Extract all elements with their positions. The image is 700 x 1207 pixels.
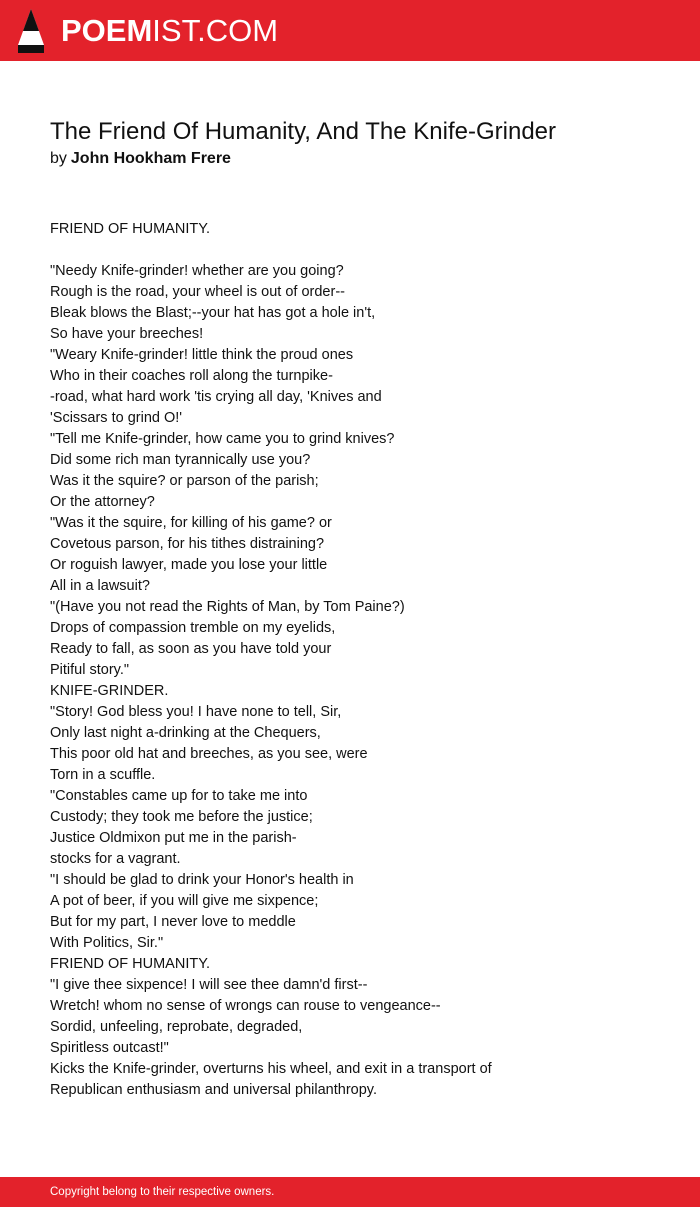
- poem-line: Justice Oldmixon put me in the parish-: [50, 830, 297, 846]
- poem-line: Only last night a-drinking at the Chequers,: [50, 725, 321, 741]
- poem-line: Ready to fall, as soon as you have told your: [50, 641, 332, 657]
- poem-line: "Was it the squire, for killing of his game? or: [50, 515, 332, 531]
- poem-line: Did some rich man tyrannically use you?: [50, 452, 311, 468]
- poem-line: KNIFE-GRINDER.: [50, 683, 169, 699]
- poem-line: Torn in a scuffle.: [50, 767, 156, 783]
- poem-line: Rough is the road, your wheel is out of order--: [50, 284, 345, 300]
- poem-byline: [50, 149, 231, 169]
- poem-line: Kicks the Knife-grinder, overturns his wheel, and exit in a transport of: [50, 1061, 492, 1077]
- poem-line: -road, what hard work 'tis crying all day, 'Knives and: [50, 389, 382, 405]
- poem-line: "Constables came up for to take me into: [50, 788, 308, 804]
- poem-line: [50, 240, 670, 261]
- poem-line: stocks for a vagrant.: [50, 851, 181, 867]
- poem-line: "Story! God bless you! I have none to tell, Sir,: [50, 704, 342, 720]
- poem-line: Pitiful story.": [50, 662, 130, 678]
- poem-line: Or roguish lawyer, made you lose your little: [50, 557, 328, 573]
- poem-line: With Politics, Sir.": [50, 935, 164, 951]
- poem-line: 'Scissars to grind O!': [50, 410, 183, 426]
- by-label: by: [50, 150, 67, 167]
- poem-line: "Tell me Knife-grinder, how came you to grind knives?: [50, 431, 395, 447]
- poem-line: "(Have you not read the Rights of Man, by Tom Paine?): [50, 599, 405, 615]
- site-logo-link[interactable]: [17, 9, 278, 53]
- poem-line: Who in their coaches roll along the turnpike-: [50, 368, 333, 384]
- poem-line: FRIEND OF HUMANITY.: [50, 221, 211, 237]
- poem-line: "Weary Knife-grinder! little think the proud ones: [50, 347, 354, 363]
- site-header: [0, 0, 700, 61]
- poem-line: Republican enthusiasm and universal philanthropy.: [50, 1082, 377, 1098]
- pencil-logo-icon: [17, 9, 45, 53]
- poem-line: Covetous parson, for his tithes distraining?: [50, 536, 325, 552]
- copyright-notice: Copyright belong to their respective owners.: [50, 1186, 275, 1198]
- site-footer: [0, 1177, 700, 1207]
- poem-line: Custody; they took me before the justice;: [50, 809, 313, 825]
- poem-line: "I should be glad to drink your Honor's health in: [50, 872, 354, 888]
- poem-line: Drops of compassion tremble on my eyelids,: [50, 620, 336, 636]
- poem-line: "Needy Knife-grinder! whether are you going?: [50, 263, 344, 279]
- poem-line: A pot of beer, if you will give me sixpence;: [50, 893, 319, 909]
- poem-line: So have your breeches!: [50, 326, 204, 342]
- poem-line: FRIEND OF HUMANITY.: [50, 956, 211, 972]
- site-logo-text: [61, 9, 278, 53]
- logo-text-rest: IST.COM: [152, 13, 279, 48]
- poem-line: All in a lawsuit?: [50, 578, 150, 594]
- poem-line: Sordid, unfeeling, reprobate, degraded,: [50, 1019, 303, 1035]
- poem-author: John Hookham Frere: [70, 150, 231, 167]
- poem-line: But for my part, I never love to meddle: [50, 914, 296, 930]
- poem-line: Bleak blows the Blast;--your hat has got a hole in't,: [50, 305, 376, 321]
- poem-body: [50, 219, 670, 1101]
- poem-title: The Friend Of Humanity, And The Knife-Grinder: [50, 118, 557, 145]
- poem-line: Or the attorney?: [50, 494, 155, 510]
- logo-text-bold: POEM: [61, 13, 153, 48]
- poem-line: Spiritless outcast!": [50, 1040, 169, 1056]
- poem-line: Wretch! whom no sense of wrongs can rouse to vengeance--: [50, 998, 441, 1014]
- poem-line: Was it the squire? or parson of the parish;: [50, 473, 319, 489]
- poem-line: "I give thee sixpence! I will see thee damn'd first--: [50, 977, 368, 993]
- poem-line: This poor old hat and breeches, as you see, were: [50, 746, 368, 762]
